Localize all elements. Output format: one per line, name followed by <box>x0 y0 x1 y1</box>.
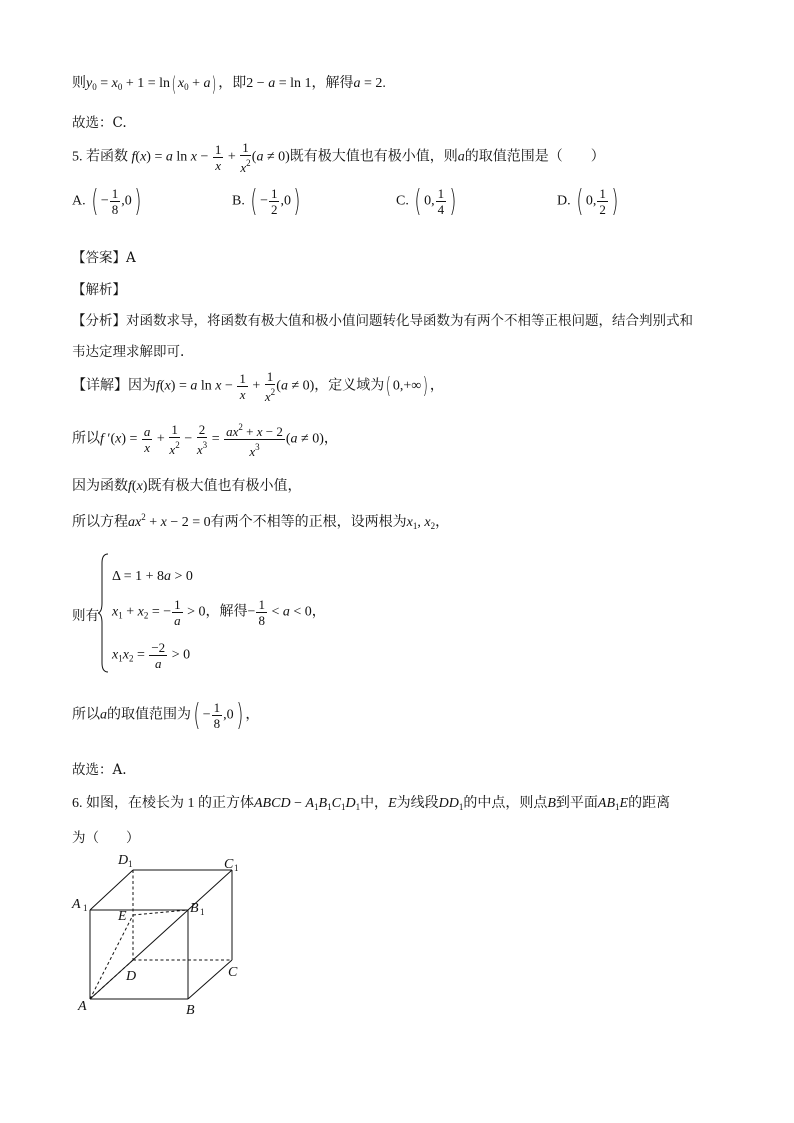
left-brace <box>98 553 110 673</box>
label-b1-sub: 1 <box>200 907 205 917</box>
fangcheng-line: 所以方程$ax^2 + x - 2 = 0$有两个不相等的正根，设两根为$x_1$, $x_2$， <box>72 512 450 531</box>
label-a: A <box>78 999 87 1014</box>
edge-a1d1 <box>90 870 133 910</box>
choose-a: 故选：A. <box>72 762 127 778</box>
zeyou-label: 则有 <box>72 608 99 624</box>
choose-c: 故选：C. <box>72 115 127 131</box>
question-5: 5. 若函数 f(x) = a ln x − $\frac{1}{x}$ + $\frac{1}{x^2}$ (a ≠ 0)既有极大值也有极小值，则a的取值范围是（ ） <box>72 140 605 175</box>
label-a1: A <box>72 897 81 912</box>
cube-figure <box>70 850 250 1020</box>
label-c1: C <box>224 857 234 872</box>
option-c: C. ( 0, $\frac{1}{4}$ ) <box>396 183 457 219</box>
jiexi-heading: 【解析】 <box>72 282 126 298</box>
question-6-line-2: 为（ ） <box>72 830 140 846</box>
label-b1: B <box>190 901 199 916</box>
label-d: D <box>126 969 137 984</box>
label-c: C <box>228 965 238 980</box>
detail-line: 【详解】因为f(x) = a ln x − $\frac{1}{x}$ + $\frac{1}{x^2}$ (a ≠ 0)，定义域为( 0,+∞) ， <box>72 369 444 404</box>
segment-ab1 <box>90 910 188 999</box>
derivative-line: 所以f ′(x) = $\frac{a}{x}$ + $\frac{1}{x^2}$ − $\frac{2}{x^3}$ = $\frac{ax^2 + x - 2}{x^3}$ (a ≠ 0)， <box>72 422 338 459</box>
edge-bc <box>188 960 232 999</box>
answer: 【答案】A <box>72 250 136 266</box>
condition-discriminant: Δ = 1 + 8a > 0 <box>112 569 193 584</box>
condition-product: $x_1x_2$ = $\frac{-2}{a}$ > 0 <box>112 640 191 671</box>
option-b: B. ( − $\frac{1}{2}$ ,0) <box>232 183 301 219</box>
segment-ae <box>90 915 133 999</box>
label-d1-sub: 1 <box>128 859 133 869</box>
question-6-line-1: 6. 如图，在棱长为 1 的正方体ABCD − $A_1B_1C_1D_1$中，E为线段$DD_1$的中点，则点B到平面$AB_1E$的距离 <box>72 796 671 812</box>
fenxi-line-2: 韦达定理求解即可. <box>72 344 185 360</box>
fenxi-line-1: 【分析】对函数求导，将函数有极大值和极小值问题转化导函数为有两个不相等正根问题，结合判别式和 <box>72 313 693 329</box>
label-c1-sub: 1 <box>234 863 239 873</box>
line-solution-prev: 则$y_0 = x_0 + 1 = \ln$( $x_0 + a$) ，即2 − a = ln 1，解得a = 2. <box>72 71 386 96</box>
label-b: B <box>186 1003 195 1018</box>
option-a: A. ( − $\frac{1}{8}$ ,0) <box>72 183 142 219</box>
option-d: D. ( 0, $\frac{1}{2}$ ) <box>557 183 619 219</box>
label-e: E <box>118 909 127 924</box>
range-line: 所以a的取值范围为( − $\frac{1}{8}$ ,0) ， <box>72 697 260 733</box>
segment-eb1 <box>133 910 188 915</box>
label-d1: D <box>118 853 129 868</box>
condition-sum: $x_1 + x_2$ = − $\frac{1}{a}$ > 0，解得− $\frac{1}{8}$ < a < 0， <box>112 597 326 628</box>
label-a1-sub: 1 <box>83 903 88 913</box>
yinwei-line: 因为函数f(x)既有极大值也有极小值， <box>72 479 302 494</box>
